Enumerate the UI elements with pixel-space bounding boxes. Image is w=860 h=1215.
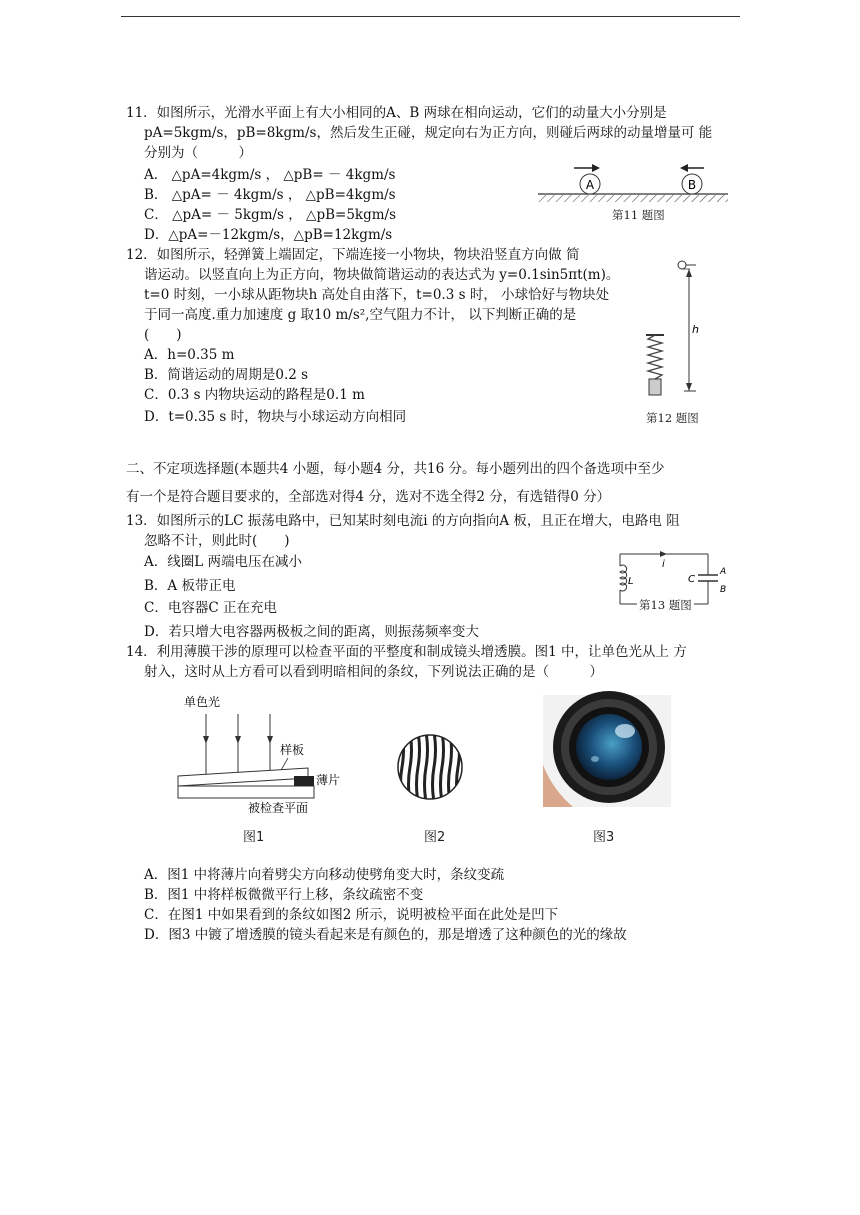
section2-heading-line1: 二、不定项选择题(本题共4 小题，每小题4 分，共16 分。每小题列出的四个备选项中至少 [126, 461, 665, 477]
current-arrow-icon [660, 551, 667, 557]
lens-icon [576, 714, 642, 780]
q12-stem-line4: 于同一高度.重力加速度 g 取10 m/s²,空气阻力不计， 以下判断正确的是 [144, 307, 577, 323]
q13-figure-caption: 第13 题图 [639, 598, 692, 612]
q14-figure1 [176, 692, 346, 817]
q11-option-c[interactable]: C． △pA= － 5kgm/s ， △pB=5kgm/s [144, 207, 397, 223]
q14-option-c[interactable]: C．在图1 中如果看到的条纹如图2 所示，说明被检平面在此处是凹下 [144, 907, 559, 923]
q14-option-b[interactable]: B．图1 中将样板微微平行上移，条纹疏密不变 [144, 887, 424, 903]
q11-option-a[interactable]: A． △pA=4kgm/s ， △pB= － 4kgm/s [144, 167, 396, 183]
q13-option-b[interactable]: B．A 板带正电 [144, 578, 236, 594]
q12-stem-line2: 谐运动。以竖直向上为正方向，物块做简谐运动的表达式为 y=0.1sin5πt(m)。 [144, 267, 620, 283]
fig1-surface-label: 被检查平面 [248, 801, 309, 815]
q13-option-a[interactable]: A．线圈L 两端电压在减小 [144, 554, 303, 570]
q12-figure-caption: 第12 题图 [646, 411, 699, 425]
q12-height-label: h [692, 323, 699, 336]
q12-stem-line1: 12．如图所示，轻弹簧上端固定，下端连接一小物块，物块沿竖直方向做 简 [126, 247, 580, 263]
fig1-caption: 图1 [243, 830, 265, 845]
section2-heading-line2: 有一个是符合题目要求的，全部选对得4 分，选对不选全得2 分，有选错得0 分） [126, 489, 611, 505]
q14-option-d[interactable]: D．图3 中镀了增透膜的镜头看起来是有颜色的，那是增透了这种颜色的光的缘故 [144, 927, 627, 943]
fig1-sheet-label: 薄片 [316, 773, 341, 787]
fig1-plate-label: 样板 [280, 743, 305, 757]
q13-current-label: i [662, 559, 665, 570]
q14-figure3 [543, 695, 671, 807]
q13-stem-line1: 13．如图所示的LC 振荡电路中，已知某时刻电流i 的方向指向A 板，且正在增大，电路电 阻 [126, 513, 680, 529]
q11-figure-caption: 第11 题图 [612, 208, 665, 222]
q11-figure [538, 160, 730, 204]
q11-stem-line3: 分别为（ ） [144, 145, 252, 161]
q13-option-d[interactable]: D．若只增大电容器两极板之间的距离，则振荡频率变大 [144, 624, 479, 640]
header-rule [121, 16, 740, 17]
q13-stem-line2: 忽略不计，则此时( ) [144, 533, 290, 549]
fig1-light-label: 单色光 [184, 695, 221, 709]
q13-option-c[interactable]: C．电容器C 正在充电 [144, 600, 277, 616]
q12-option-a[interactable]: A．h=0.35 m [144, 347, 235, 363]
q13-capacitor-label: C [688, 574, 695, 585]
q14-figure2 [398, 732, 462, 802]
fig3-caption: 图3 [593, 830, 615, 845]
q11-option-d[interactable]: D．△pA=－12kgm/s，△pB=12kgm/s [144, 227, 393, 243]
q13-inductor-label: L [628, 576, 634, 587]
q13-plate-a-label: A [720, 567, 727, 577]
q12-option-c[interactable]: C．0.3 s 内物块运动的路程是0.1 m [144, 387, 365, 403]
q13-plate-b-label: B [720, 585, 727, 595]
fig2-caption: 图2 [424, 830, 446, 845]
q14-stem-line1: 14．利用薄膜干涉的原理可以检查平面的平整度和制成镜头增透膜。图1 中，让单色光从上 方 [126, 644, 687, 660]
fig1-sheet-icon [294, 776, 314, 786]
q11-option-b[interactable]: B． △pA= － 4kgm/s ， △pB=4kgm/s [144, 187, 396, 203]
q14-option-a[interactable]: A．图1 中将薄片向着劈尖方向移动使劈角变大时，条纹变疏 [144, 867, 505, 883]
q11-ball-b-label: B [687, 178, 697, 192]
q11-stem-line1: 11．如图所示，光滑水平面上有大小相同的A、B 两球在相向运动，它们的动量大小分别是 [126, 105, 667, 121]
inductor-icon [620, 565, 627, 591]
q12-stem-line5: ( ) [144, 327, 182, 343]
q11-stem-line2: pA=5kgm/s，pB=8kgm/s，然后发生正碰，规定向右为正方向，则碰后两球的动量增量可 能 [144, 125, 713, 141]
q12-option-d[interactable]: D．t=0.35 s 时，物块与小球运动方向相同 [144, 409, 407, 425]
spring-icon [648, 335, 662, 379]
q11-ball-a-label: A [585, 178, 595, 192]
q12-figure [640, 255, 700, 405]
q14-stem-line2: 射入，这时从上方看可以看到明暗相间的条纹，下列说法正确的是（ ） [144, 664, 603, 680]
q12-option-b[interactable]: B．简谐运动的周期是0.2 s [144, 367, 309, 383]
q12-stem-line3: t=0 时刻，一小球从距物块h 高处自由落下，t=0.3 s 时， 小球恰好与物块处 [144, 287, 610, 303]
block-icon [649, 379, 661, 395]
